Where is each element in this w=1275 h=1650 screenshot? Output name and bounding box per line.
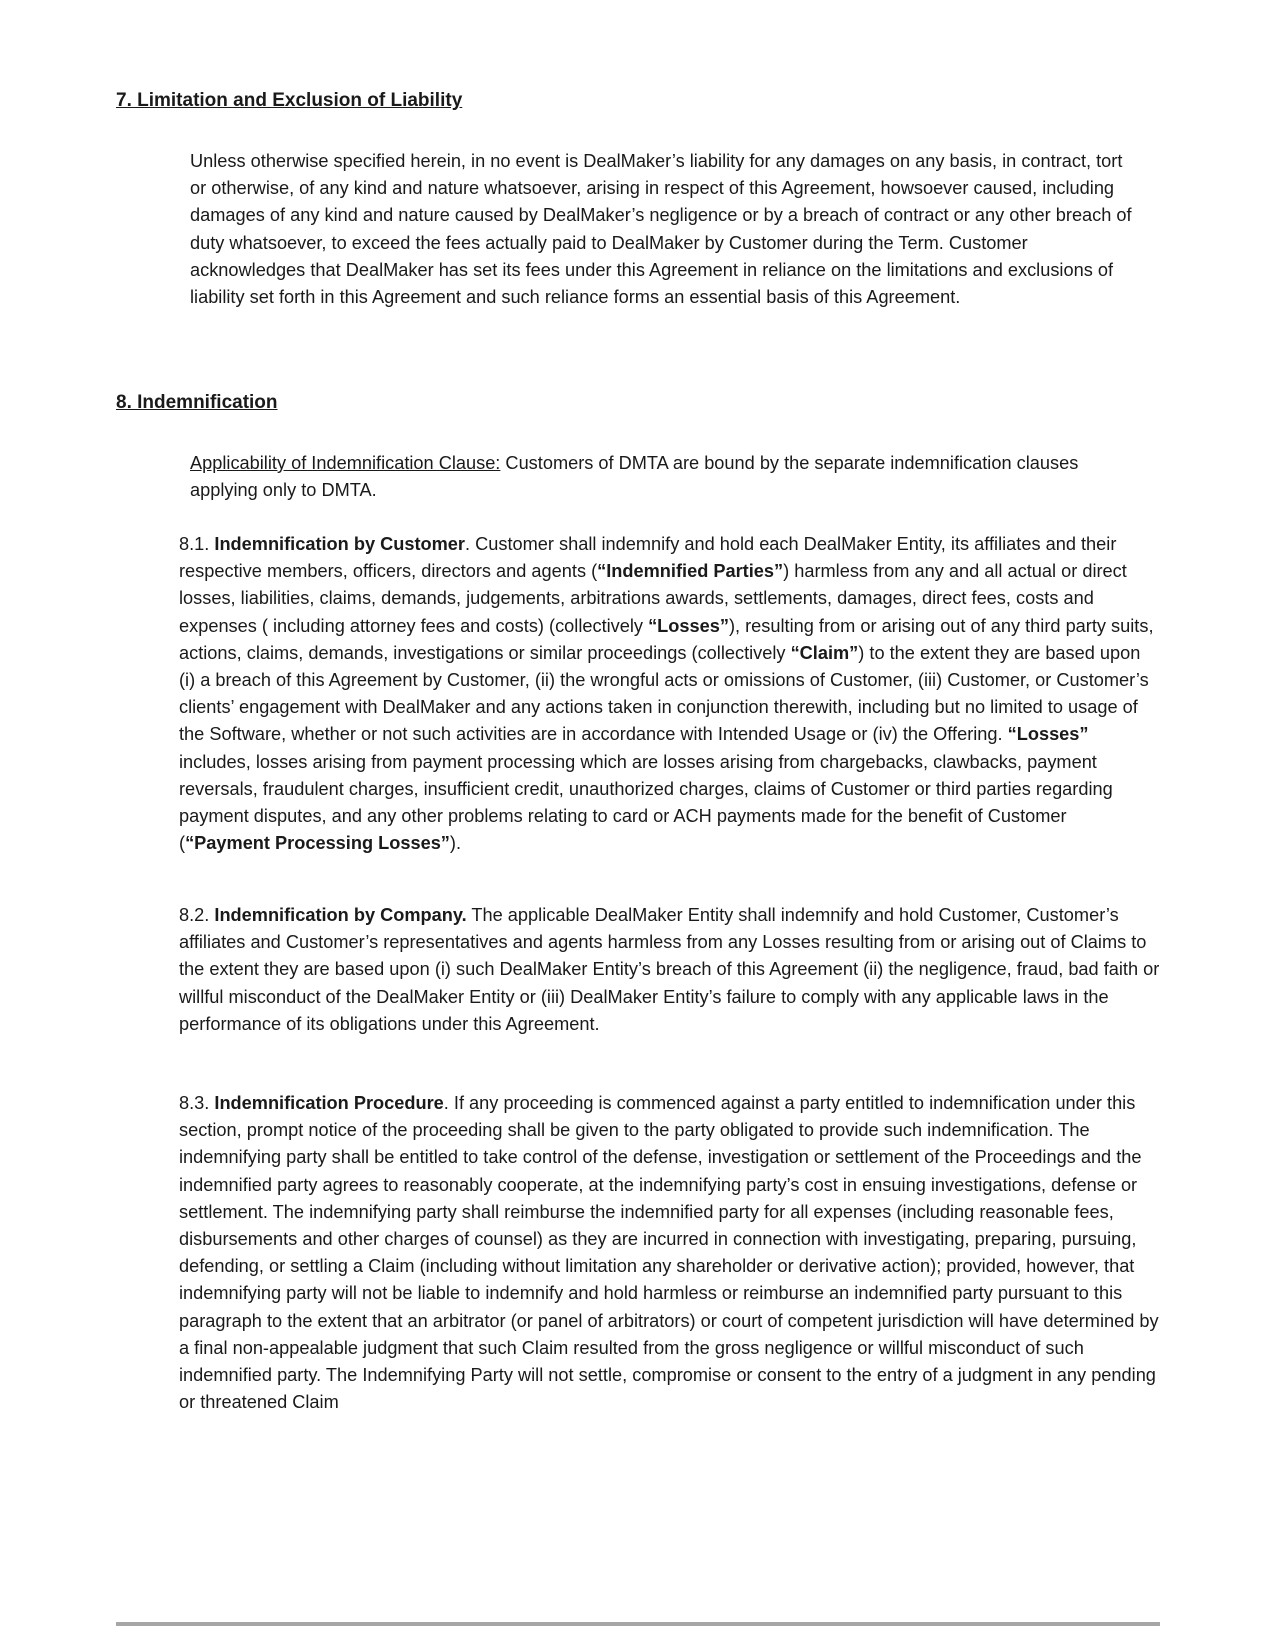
- clause-8-1-number: 8.1.: [179, 534, 215, 554]
- clause-8-2: [179, 902, 1161, 1038]
- clause-8-1-term-indemnified-parties: “Indemnified Parties”: [597, 561, 784, 582]
- clause-8-1-text-3: ), resulting from or arising out of any third party suits, actions, claims, demands, investigations or similar proceedings (collectively: [179, 615, 1154, 663]
- clause-8-1-title: Indemnification by Customer: [214, 534, 466, 554]
- section-7-body: Unless otherwise specified herein, in no event is DealMaker’s liability for any damages on any basis, in contract, tort or otherwise, of any kind and nature whatsoever, arising in respect of this Agreement, howsoever caused, including damages of any kind and nature caused by DealMaker’s negligence or by a breach of contract or any other breach of duty whatsoever, to exceed the fees actually paid to DealMaker by Customer during the Term. Customer acknowledges that DealMaker has set its fees under this Agreement in reliance on the limitations and exclusions of liability set forth in this Agreement and such reliance forms an essential basis of this Agreement.: [190, 151, 1132, 308]
- clause-8-1-text-1: . Customer shall indemnify and hold each DealMaker Entity, its affiliates and their respective members, officers, directors and agents (: [179, 534, 1117, 582]
- clause-8-1-term-claim: “Claim”: [790, 642, 859, 663]
- clause-8-1-term-payment-processing-losses: “Payment Processing Losses”: [185, 833, 450, 854]
- clause-8-2-text: The applicable DealMaker Entity shall indemnify and hold Customer, Customer’s affiliates and Customer’s representatives and agents harmless from any Losses resulting from or arising out of Claims to the extent they are based upon (i) such DealMaker Entity’s breach of this Agreement (ii) the negligence, fraud, bad faith or willful misconduct of the DealMaker Entity or (iii) DealMaker Entity’s failure to comply with any applicable laws in the performance of its obligations under this Agreement.: [179, 905, 1160, 1034]
- applicability-text: Customers of DMTA are bound by the separate indemnification clauses applying only to DMTA.: [190, 453, 1079, 501]
- clause-8-1-term-losses: “Losses”: [648, 615, 729, 636]
- section-7-heading: 7. Limitation and Exclusion of Liability: [116, 90, 463, 111]
- footer-rule: [116, 1622, 1160, 1626]
- clause-8-3-number: 8.3.: [179, 1093, 215, 1113]
- clause-8-1: [179, 531, 1161, 857]
- clause-8-1-text-5: includes, losses arising from payment processing which are losses arising from chargebacks, clawbacks, payment reversals, fraudulent charges, insufficient credit, unauthorized charges, claims of Customer or third parties regarding payment disputes, and any other problems relating to card or ACH payments made for the benefit of Customer (: [179, 751, 1113, 854]
- clause-8-3: [179, 1090, 1161, 1416]
- section-8-heading: 8. Indemnification: [116, 392, 278, 413]
- clause-8-1-text-2: ) harmless from any and all actual or direct losses, liabilities, claims, demands, judgements, arbitrations awards, settlements, damages, direct fees, costs and expenses ( including attorney fees and costs) (collectively: [179, 561, 1127, 636]
- clause-8-1-term-losses-2: “Losses”: [1007, 724, 1089, 745]
- clause-8-3-text: . If any proceeding is commenced against a party entitled to indemnification under this section, prompt notice of the proceeding shall be given to the party obligated to provide such indemnification. The indemnifying party shall be entitled to take control of the defense, investigation or settlement of the Proceedings and the indemnified party agrees to reasonably cooperate, at the indemnifying party’s cost in ensuing investigations, defense or settlement. The indemnifying party shall reimburse the indemnified party for all expenses (including reasonable fees, disbursements and other charges of counsel) as they are incurred in connection with investigating, preparing, pursuing, defending, or settling a Claim (including without limitation any shareholder or derivative action); provided, however, that indemnifying party will not be liable to indemnify and hold harmless or reimburse an indemnified party pursuant to this paragraph to the extent that an arbitrator (or panel of arbitrators) or court of competent jurisdiction will have determined by a final non-appealable judgment that such Claim resulted from the gross negligence or willful misconduct of such indemnified party. The Indemnifying Party will not settle, compromise or consent to the entry of a judgment in any pending or threatened Claim: [179, 1093, 1159, 1413]
- clause-8-3-title: Indemnification Procedure: [214, 1093, 444, 1113]
- clause-8-1-text-6: ).: [449, 833, 462, 854]
- clause-8-2-number: 8.2.: [179, 905, 215, 925]
- clause-8-1-text-4: ) to the extent they are based upon (i) a breach of this Agreement by Customer, (ii) the wrongful acts or omissions of Customer, (iii) Customer, or Customer’s clients’ engagement with DealMaker and any actions taken in conjunction therewith, including but no limited to usage of the Software, whether or not such activities are in accordance with Intended Usage or (iv) the Offering.: [179, 642, 1149, 745]
- clause-8-2-title: Indemnification by Company.: [214, 905, 467, 925]
- applicability-paragraph: [190, 450, 1140, 504]
- applicability-label: Applicability of Indemnification Clause:: [190, 453, 501, 473]
